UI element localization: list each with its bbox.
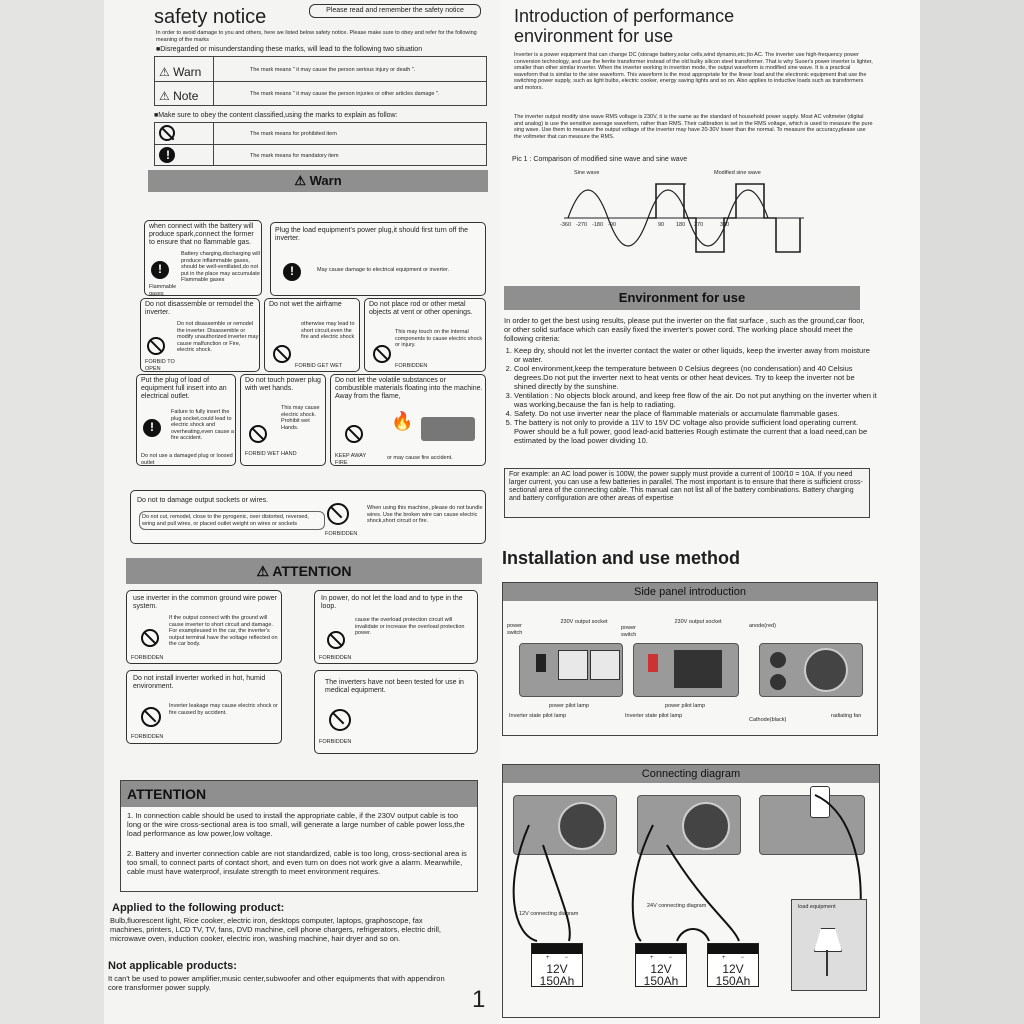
side-panel-section [502,582,878,736]
waveform-figure [560,168,880,268]
warn-box-sockets [130,490,486,544]
label-power-switch: power switch [507,623,523,636]
attention-box-humid [126,670,282,744]
warn-box-title: Plug the load equipment's power plug,it should first turn off the inverter. [275,227,469,242]
applied-body: Bulb,fluorescent light, Rice cooker, electric iron, desktops computer, laptops, graphoscope, fax machines, printers, LCD TV, TV, fans, DVD machine, cell phone chargers, refrigerators, electric drill, microwave oven, induction cooker, electric iron, washing machine, hair dryer and so on. [110,916,441,943]
socket-icon [590,650,620,680]
attention-box-icon-label: FORBIDDEN [319,655,352,661]
install-title: Installation and use method [502,548,741,568]
intro-paragraph-2: The inverter output modify sine wave RMS voltage is 230V, it is the same as the standard of household power supply. Most AC voltmeter (digital and analog) is use the sensitive average waveform, rather than RMS. Their calibration is set in the RMS voltage, which is used to measure the pure sing wave. Use them to measure the output voltage of the inverter may have 20-30V lower than the normal. To measure the accuracy,please use the voltmeter that can measure the RMS. [514,114,873,140]
environment-item: 1. Keep dry, should not let the inverter contact the water or other liquids, keep the inverter away from moisture or water. [514,346,878,364]
attention-box-body: If the output connect with the ground will cause inverter to short circuit and damage. For exampleused in the car, the inverter's output terminal have the voltage reflected on the car body. [169,615,278,647]
warn-box-icon-label: FORBIDDEN [325,531,358,537]
warn-box-body: or may cause fire accident. [387,455,453,461]
label-output-socket-2: 230V output socket [674,619,722,625]
power-switch-icon [536,654,546,672]
attention-box-title: In power, do not let the load and to type in the loop. [321,595,463,610]
battery-capacity: 150Ah [643,974,679,988]
warn-box-body: Battery charging,discharging will produce inflammable gases, should be well-ventilated,do not put in the place may accumulate Flammable gases [181,251,260,283]
forbid-wet-hand-icon [249,425,267,443]
axis-tick: 270 [694,222,704,228]
warn-box-body: This may cause electric shock. Prohibit wet Hands. [281,405,320,431]
warn-box-body: This may touch on the internal components to cause electric shock or injury. [395,329,483,348]
table-surface-left [0,0,104,1024]
warn-box-icon-label: FORBID WET HAND [245,451,297,457]
warn-box-foot: Do not use a damaged plug or loosed outlet [141,453,233,466]
warn-box-metal [364,298,486,372]
warn-box-title: Do not touch power plug with wet hands. [245,377,321,392]
right-page [500,0,920,1024]
mandatory-icon [159,147,175,163]
attention-box-medical [314,670,478,754]
label-power-pilot-2: power pilot lamp [665,703,706,709]
attention-box-title: Do not install inverter worked in hot, humid environment. [133,675,266,690]
warn-box-disassemble [140,298,260,372]
anode-terminal-icon [770,652,786,668]
attention-box-body: cause the overload protection circuit will invalidate or increase the overload protection power. [355,617,465,636]
exclamation-icon [151,261,169,279]
forbid-open-icon [147,337,165,355]
label-power-switch-2: power switch [621,625,637,638]
axis-tick: 90 [658,222,665,228]
sine-wave-label: Sine wave [574,170,600,176]
label-anode: anode(red) [749,623,776,629]
forbid-wet-icon [273,345,291,363]
mandatory-meaning: The mark means for mandatory item [250,153,339,159]
fan-icon [804,648,848,692]
forbidden-icon [329,709,351,731]
load-equipment-box [791,899,867,991]
socket-icon [558,650,588,680]
obey-text: ■Make sure to obey the content classified,using the marks to explain as follow: [154,112,398,119]
warn-box-battery [144,220,262,296]
cathode-terminal-icon [770,674,786,690]
warn-box-body: otherwise may lead to short circuit,even the fire and electric shock [301,321,355,340]
attention-panel-title: ATTENTION [121,781,477,807]
warn-meaning: The mark means " it may cause the person serious injury or death ". [250,67,416,73]
waveform-svg [560,168,880,268]
warn-band: ⚠ Warn [148,170,488,192]
warn-box-icon-label: FORBID GET WET [295,363,343,369]
attention-panel [120,780,478,892]
axis-tick: 180 [676,222,686,228]
warn-box-title: when connect with the battery will produce spark,connect the former to ensure that no flammable gas. [149,223,254,246]
label-load: load equipment [798,904,836,910]
label-fan: radiating fan [831,713,862,719]
table-surface-right [920,0,1024,1024]
inverter-rear-panel-photo [759,643,863,697]
warn-box-insert-plug [136,374,236,466]
connecting-band: Connecting diagram [503,765,879,783]
attention-box-ground [126,590,282,664]
not-applicable-title: Not applicable products: [108,960,237,972]
lamp-stand [826,950,828,976]
warn-box-body: Do not cut, remodel, close to the pyrogenic, over distorted, reversed, wring and pull wires, or placed outlet weight on wires or sockets [139,511,325,530]
warn-box-body: May cause damage to electrical equipment or inverter. [317,267,450,273]
axis-tick: -180 [592,222,604,228]
disregard-text: ■Disregarded or misunderstanding these marks, will lead to the following two situation [156,46,423,53]
axis-tick: -90 [608,222,616,228]
environment-item: 4. Safety. Do not use inverter near the place of flammable materials or accumulate flammable gases. [514,409,878,418]
label-state-pilot-2: Inverter state pilot lamp [625,713,683,719]
page-number: 1 [472,986,486,1013]
attention-item-2: 2. Battery and inverter connection cable are not standardized, cable is too long, cross-sectional area is too small, to connect parts of contact short, and even turn on does not work give a alarm. Meanwhile, cable must have waterproof, insulate strength to meet environment requires. [127,849,467,876]
example-box [504,468,870,518]
example-text: For example: an AC load power is 100W, the power supply must provide a current of 100/10 = 10A. If you need larger current, you can use a few batteries in parallel. The most important is to ensure that there is sufficient cross-sectional area of the connecting cable. This manual can not list all of the battery combinations. Battery charging and battery configuration are other areas of expertise [509,471,863,502]
exclamation-icon [283,263,301,281]
inverter-side-panel-photo [519,643,623,697]
notice-badge: Please read and remember the safety notice [309,4,481,18]
label-output-socket: 230V output socket [560,619,608,625]
prohibited-meaning: The mark means for prohibited item [250,131,337,137]
warn-box-title: Do not let the volatile substances or combustible materials floating into the machine. Away from the flame, [335,377,483,400]
side-panel-band: Side panel introduction [503,583,877,601]
axis-tick: -270 [576,222,588,228]
axis-tick: -360 [560,222,572,228]
attention-box-title: use inverter in the common ground wire power system. [133,595,277,610]
forbidden-icon [141,629,159,647]
warn-box-plug [270,222,486,296]
warn-box-title: Do not to damage output sockets or wires. [137,497,269,504]
note-label: ⚠ Note [159,89,199,103]
warn-box-icon-label: FORBID TO OPEN [145,359,175,372]
socket-icon [674,650,722,688]
exclamation-icon [143,419,161,437]
power-switch-icon [648,654,658,672]
warn-box-wet [264,298,360,372]
attention-box-icon-label: FORBIDDEN [131,734,164,740]
attention-box-icon-label: FORBIDDEN [319,739,352,745]
intro-text: In order to avoid damage to you and others, here we listed below safety notice. Please make sure to obey and refer for the following meaning of the marks [156,30,477,43]
warn-box-icon-label: FORBIDDEN [395,363,428,369]
label-12v-diagram: 12V connecting diagram [519,911,579,917]
forbidden-icon [327,631,345,649]
inverter-photo [421,417,475,441]
environment-band: Environment for use [504,286,860,310]
warn-box-title: Put the plug of load of equipment full insert into an electrical outlet. [141,377,227,400]
attention-box-icon-label: FORBIDDEN [131,655,164,661]
lamp-icon [814,928,842,952]
attention-item-1: 1. In connection cable should be used to install the appropriate cable, if the 230V output cable is too long or the wire cross-sectional area is too small, will generate a large number of cable power loss,the load performance as low power,low voltage. [127,811,465,838]
environment-intro: In order to get the best using results, please put the inverter on the flat surface , such as the ground,car floor, or other solid surface which can easily fixed the inverter's power cord. The working place should meet the following criteria: [504,316,865,343]
environment-list [504,346,878,445]
battery-voltage: 12V [546,962,568,976]
forbidden-icon [373,345,391,363]
environment-item: 5. The battery is not only to provide a 11V to 15V DC voltage also provide sufficient load operating current. Power should be a full power, good lead-acid batteries Rough estimate the current that a load need,can be estimated by the load power dividing 10. [514,418,878,445]
battery-12v: + − 12V 150Ah [531,943,583,987]
marks-table [154,56,487,106]
forbidden-icon [141,707,161,727]
warn-box-volatile [330,374,486,466]
connecting-section [502,764,880,1018]
label-state-pilot: Inverter state pilot lamp [509,713,567,719]
note-meaning: The mark means " it may cause the person injuries or other articles damage ". [250,91,440,97]
warn-box-title: Do not wet the airframe [269,301,342,308]
battery-capacity: 150Ah [715,974,751,988]
environment-item: 3. Ventilation : No objects block around, and keep free flow of the air. Do not put anything on the inverter when it was working,because the fan is help to radiating. [514,391,878,409]
warn-box-body: Do not disassemble or remodel the inverter. Disassemble or modify unauthorized inverter may cause malfunction or Fire, electric shock. [177,321,259,353]
left-page [104,0,500,1024]
warn-box-right-text: When using this machine, please do not bundle wires. Use the broken wire can cause electric shock,short circuit or fire. [367,505,483,524]
intro-title: Introduction of performance environment for use [514,6,735,46]
label-cathode: Cathode(black) [749,717,787,723]
warn-box-title: Do not disassemble or remodel the inverter. [145,301,254,316]
warn-box-icon-label: Flammable gases [149,284,177,297]
attention-box-body: Inverter leakage may cause electric shock or fire caused by accident. [169,703,278,716]
environment-item: 2. Cool environment,keep the temperature between 0 Celsius degrees (no condensation) and 40 Celsius degrees.Do not put the inverter next to heat vents or other heat devices. Try to keep the inverter not be shined directly by the sunshine. [514,364,878,391]
prohibited-icon [159,125,175,141]
pic-caption: Pic 1 : Comparison of modified sine wave and sine wave [512,156,688,163]
axis-tick: 360 [720,222,730,228]
label-power-pilot: power pilot lamp [549,703,590,709]
warn-box-body: Failure to fully insert the plug socket,could lead to electric shock and overheating,even cause a fire accident. [171,409,234,441]
inverter-side-panel-photo-2 [633,643,739,697]
attention-band: ⚠ ATTENTION [126,558,482,584]
warn-box-icon-label: KEEP AWAY FIRE [335,453,367,466]
attention-box-title: The inverters have not been tested for use in medical equipment. [325,679,464,694]
keep-away-fire-icon [345,425,363,443]
battery-capacity: 150Ah [539,974,575,988]
warn-label: ⚠ Warn [159,65,202,79]
warn-box-wet-hands [240,374,326,466]
not-applicable-body: It can't be used to power amplifier,music center,subwoofer and other equipments that with appendiron core transformer power supply. [108,974,445,992]
intro-paragraph-1: Inverter is a power equipment that can change DC (storage battery,solar cells,wind dynamo,etc.)to AC. The inverter use high-frequency power conversion technology, and use the ferrite transformer instead of the old bulky silicon steel transformer. That is why Suoer's power inverter is lighter, smaller than other similar inverter. When the inverter working in invertion mode, the output waveform is modified sine wave. It is a practical waveform that is similar to the sine waveform. This waveform is the most appropriate for the linear load and the electronic equipment that use the switching power supply, such as light bulbs, electric cooker, energy saving lights and so on. Also applies to inductive loads such as transformers and motors. [514,52,873,91]
battery-24v-a: + − 12V 150Ah [635,943,687,987]
battery-24v-b: + − 12V 150Ah [707,943,759,987]
page-title: safety notice [154,6,267,28]
attention-box-loop [314,590,478,664]
battery-voltage: 12V [722,962,744,976]
modified-wave-label: Modified sine wave [714,170,761,176]
forbidden-icon [327,503,349,525]
hand-lighter-icon: 🔥 [391,411,414,431]
item-marks-table [154,122,487,166]
applied-title: Applied to the following product: [112,902,285,914]
battery-voltage: 12V [650,962,672,976]
label-24v-diagram: 24V connecting diagram [647,903,707,909]
warn-box-title: Do not place rod or other metal objects at vent or other openings. [369,301,473,316]
